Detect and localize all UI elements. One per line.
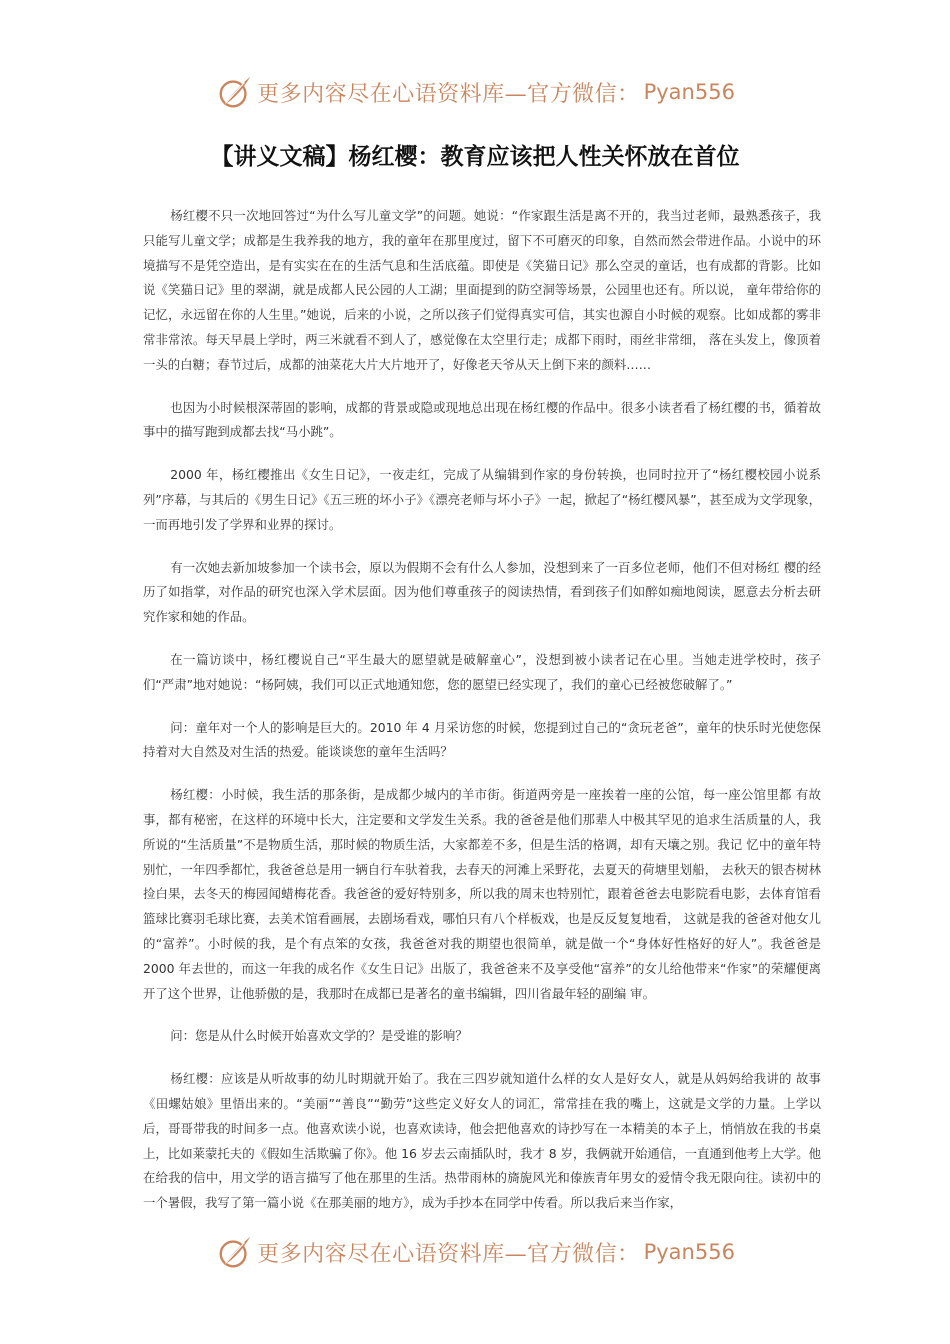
paragraph: 问：您是从什么时候开始喜欢文学的？是受谁的影响？	[170, 1028, 468, 1044]
document-title: 【讲义文稿】杨红樱：教育应该把人性关怀放在首位	[210, 144, 740, 170]
document-body	[143, 204, 821, 1234]
paragraph: 也因为小时候根深蒂固的影响，成都的背景或隐或现地总出现在杨红樱的作品中。很多小读者看了杨红樱的书，循着故事中的描写跑到成都去找“马小跳”。	[143, 399, 821, 440]
banner-text: 更多内容尽在心语资料库—官方微信：	[257, 81, 640, 107]
paragraph: 有一次她去新加坡参加一个读书会，原以为假期不会有什么人参加，没想到来了一百多位老师，他们不但对杨红 樱的经历了如指掌，对作品的研究也深入学术层面。因为他们尊重孩子的阅读热情，看到孩子们如醉如痴地阅读，愿意去分析去研究作家和她的作品。	[143, 559, 821, 625]
footer-banner	[0, 1230, 950, 1274]
paragraph: 在一篇访谈中，杨红樱说自己“平生最大的愿望就是破解童心”，没想到被小读者记在心里。当她走进学校时，孩子们“严肃”地对她说：“杨阿姨，我们可以正式地通知您，您的愿望已经实现了，我们的童心已经被您破解了。”	[143, 651, 821, 692]
header-banner	[0, 70, 950, 114]
paragraph: 杨红樱：小时候，我生活的那条街，是成都少城内的羊市街。街道两旁是一座挨着一座的公馆，每一座公馆里都 有故事，都有秘密，在这样的环境中长大，注定要和文学发生关系。我的爸爸是他们那辈人中极其罕见的追求生活质量的人，我所说的“生活质量”不是物质生活，那时候的物质生活，大家都差不多，但是生活的格调，却有天壤之别。我记 忆中的童年特别忙，一年四季都忙，我爸爸总是用一辆自行车驮着我，去春天的河滩上采野花，去夏天的荷塘里划船， 去秋天的银杏树林捡白果，去冬天的梅园闻蜡梅花香。我爸爸的爱好特别多，所以我的周末也特别忙，跟着爸爸去电影院看电影，去体育馆看篮球比赛羽毛球比赛，去美术馆看画展，去剧场看戏，哪怕只有八个样板戏，也是反反复复地看， 这就是我的爸爸对他女儿的“富养”。小时候的我，是个有点笨的女孩，我爸爸对我的期望也很简单，就是做一个“身体好性格好的好人”。我爸爸是 2000 年去世的，而这一年我的成名作《女生日记》出版了，我爸爸来不及享受他“富养”的女儿给他带来“作家”的荣耀便离开了这个世界，让他骄傲的是，我那时在成都已是著名的童书编辑，四川省最年轻的副编 审。	[143, 787, 821, 1001]
banner-text: 更多内容尽在心语资料库—官方微信：	[257, 1241, 640, 1267]
paragraph: 问：童年对一个人的影响是巨大的。2010 年 4 月采访您的时候，您提到过自己的“贪玩老爸”，童年的快乐时光使您保持着对大自然及对生活的热爱。能谈谈您的童年生活吗？	[143, 719, 821, 760]
banner-handle: Pyan556	[643, 80, 735, 104]
feather-quill-icon	[215, 1232, 255, 1272]
paragraph: 2000 年，杨红樱推出《女生日记》，一夜走红，完成了从编辑到作家的身份转换，也同时拉开了“杨红樱校园小说系列”序幕，与其后的《男生日记》《五三班的坏小子》《漂亮老师与坏小子》一起，掀起了“杨红樱风暴”，甚至成为文学现象，一而再地引发了学界和业界的探讨。	[143, 467, 821, 532]
feather-quill-icon	[215, 72, 255, 112]
paragraph: 杨红樱不只一次地回答过“为什么写儿童文学”的问题。她说：“作家跟生活是离不开的，我当过老师，最熟悉孩子，我只能写儿童文学；成都是生我养我的地方，我的童年在那里度过，留下不可磨灭的印象，自然而然会带进作品。小说中的环境描写不是凭空造出，是有实实在在的生活气息和生活底蕴。即使是《笑猫日记》那么空灵的童话，也有成都的背影。比如说《笑猫日记》里的翠湖，就是成都人民公园的人工湖；里面提到的防空洞等场景，公园里也还有。所以说， 童年带给你的记忆，永远留在你的人生里。”她说，后来的小说，之所以孩子们觉得真实可信，其实也源自小时候的观察。比如成都的雾非常非常浓。每天早晨上学时，两三米就看不到人了，感觉像在太空里行走；成都下雨时，雨丝非常细， 落在头发上，像顶着一头的白糖；春节过后，成都的油菜花大片大片地开了，好像老天爷从天上倒下来的颜料……	[143, 208, 821, 372]
banner-handle: Pyan556	[643, 1240, 735, 1264]
paragraph: 杨红樱：应该是从听故事的幼儿时期就开始了。我在三四岁就知道什么样的女人是好女人，就是从妈妈给我讲的 故事《田螺姑娘》里悟出来的。“美丽”“善良”“勤劳”这些定义好女人的词汇，常常挂在我的嘴上，这就是文学的力量。上学以后，哥哥带我的时间多一点。他喜欢读小说，也喜欢读诗，他会把他喜欢的诗抄写在一本精美的本子上，悄悄放在我的书桌上，比如莱蒙托夫的《假如生活欺骗了你》。他 16 岁去云南插队时，我才 8 岁，我俩就开始通信，一直通到他考上大学。他在给我的信中，用文学的语言描写了他在那里的生活。热带雨林的旖旎风光和傣族青年男女的爱情令我无限向往。读初中的一个暑假，我写了第一篇小说《在那美丽的地方》，成为手抄本在同学中传看。所以我后来当作家，	[143, 1071, 821, 1211]
